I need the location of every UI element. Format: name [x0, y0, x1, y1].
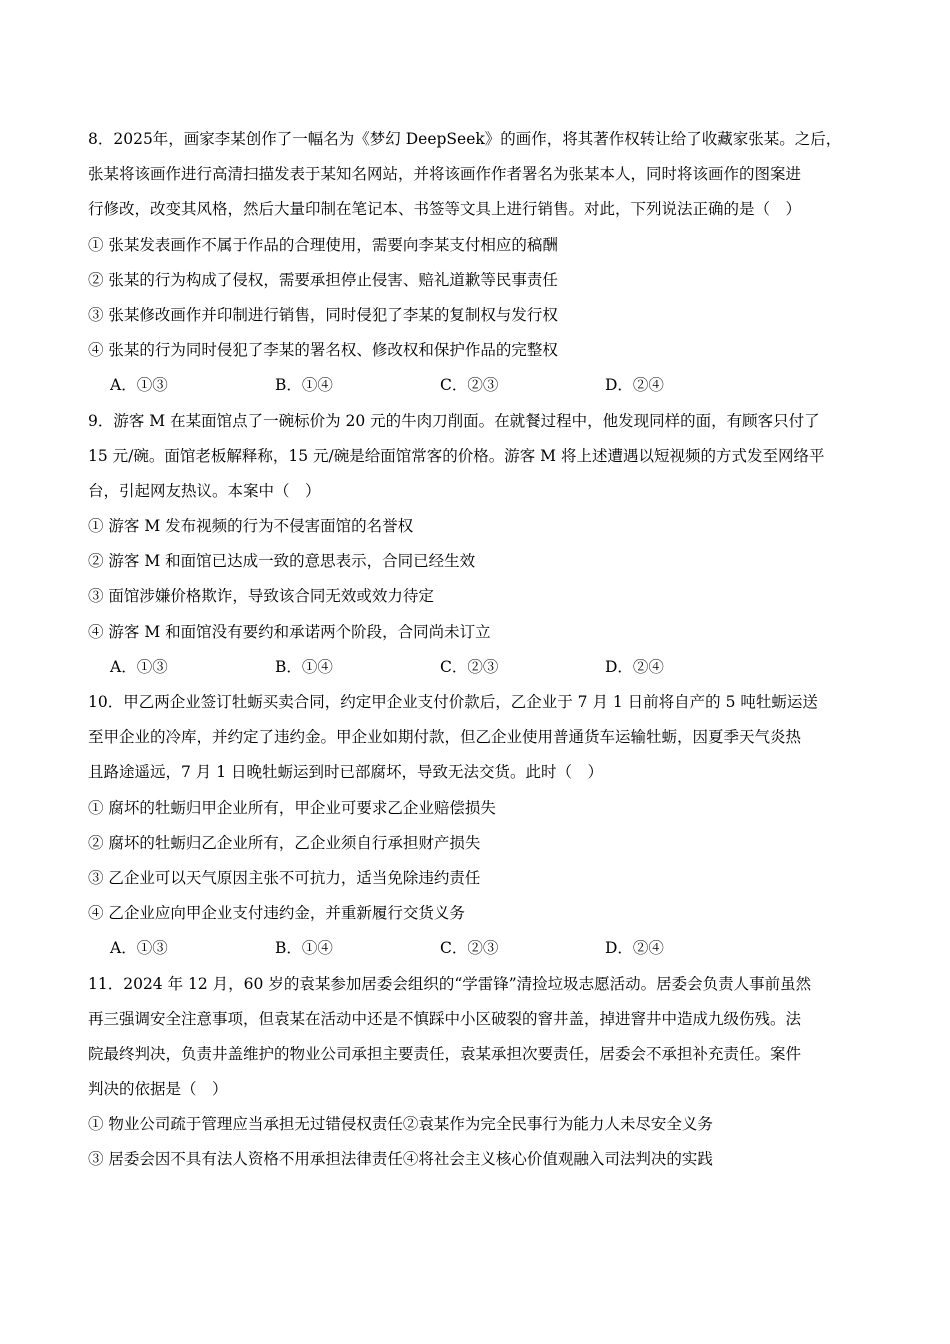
question-stem-line: 至甲企业的冷库，并约定了违约金。甲企业如期付款，但乙企业使用普通货车运输牡蛎，因夏季天气炎热: [88, 728, 802, 747]
statement: ① 腐坏的牡蛎归甲企业所有，甲企业可要求乙企业赔偿损失: [88, 798, 496, 817]
exam-page: [88, 122, 863, 1178]
question-11: [88, 967, 863, 1178]
question-9: [88, 404, 863, 686]
question-stem-line: 且路途遥远，7 月 1 日晚牡蛎运到时已部腐坏，导致无法交货。此时（ ）: [88, 763, 604, 782]
option-a: A．①③: [110, 657, 168, 676]
option-c: C．②③: [440, 657, 499, 676]
option-c: C．②③: [440, 376, 499, 395]
statement: ④ 张某的行为同时侵犯了李某的署名权、修改权和保护作品的完整权: [88, 341, 558, 360]
question-stem-line: 台，引起网友热议。本案中（ ）: [88, 481, 321, 500]
option-b: B．①④: [275, 939, 333, 958]
statement: ① 游客 M 发布视频的行为不侵害面馆的名誉权: [88, 517, 414, 536]
question-stem-line: 院最终判决，负责井盖维护的物业公司承担主要责任，袁某承担次要责任，居委会不承担补充责任。案件: [88, 1044, 802, 1063]
option-a: A．①③: [110, 376, 168, 395]
statement: ② 游客 M 和面馆已达成一致的意思表示，合同已经生效: [88, 552, 476, 571]
question-8: [88, 122, 863, 404]
statement: ② 腐坏的牡蛎归乙企业所有，乙企业须自行承担财产损失: [88, 833, 481, 852]
question-stem-line: 8．2025年，画家李某创作了一幅名为《梦幻 DeepSeek》的画作，将其著作权转让给了收藏家张某。之后，: [88, 130, 842, 148]
answer-options: [88, 650, 863, 685]
question-10: [88, 685, 863, 967]
question-stem-line: 行修改，改变其风格，然后大量印制在笔记本、书签等文具上进行销售。对此，下列说法正确的是（ ）: [88, 200, 802, 219]
question-stem-line: 10．甲乙两企业签订牡蛎买卖合同，约定甲企业支付价款后，乙企业于 7 月 1 日前将自产的 5 吨牡蛎运送: [88, 693, 818, 711]
statement: ④ 乙企业应向甲企业支付违约金，并重新履行交货义务: [88, 904, 465, 923]
option-d: D．②④: [605, 376, 664, 395]
answer-options: [88, 368, 863, 403]
answer-options: [88, 931, 863, 966]
statement: ② 张某的行为构成了侵权，需要承担停止侵害、赔礼道歉等民事责任: [88, 270, 558, 289]
question-stem-line: 张某将该画作进行高清扫描发表于某知名网站，并将该画作作者署名为张某本人，同时将该画作的图案进: [88, 165, 802, 184]
statement: ③ 居委会因不具有法人资格不用承担法律责任④将社会主义核心价值观融入司法判决的实践: [88, 1150, 713, 1169]
option-d: D．②④: [605, 657, 664, 676]
question-stem-line: 11．2024 年 12 月，60 岁的袁某参加居委会组织的“学雷锋”清捡垃圾志愿活动。居委会负责人事前虽然: [88, 974, 812, 993]
statement: ③ 张某修改画作并印制进行销售，同时侵犯了李某的复制权与发行权: [88, 305, 558, 324]
option-b: B．①④: [275, 657, 333, 676]
question-stem-line: 9．游客 M 在某面馆点了一碗标价为 20 元的牛肉刀削面。在就餐过程中，他发现同样的面，有顾客只付了: [88, 411, 820, 430]
statement: ① 张某发表画作不属于作品的合理使用，需要向李某支付相应的稿酬: [88, 235, 558, 254]
statement: ④ 游客 M 和面馆没有要约和承诺两个阶段，合同尚未订立: [88, 622, 491, 641]
question-stem-line: 判决的依据是（ ）: [88, 1080, 228, 1099]
question-stem-line: 15 元/碗。面馆老板解释称，15 元/碗是给面馆常客的价格。游客 M 将上述遭遇以短视频的方式发至网络平: [88, 446, 825, 465]
option-b: B．①④: [275, 376, 333, 395]
statement: ③ 面馆涉嫌价格欺诈，导致该合同无效或效力待定: [88, 587, 434, 606]
option-c: C．②③: [440, 939, 499, 958]
statement: ③ 乙企业可以天气原因主张不可抗力，适当免除违约责任: [88, 868, 481, 887]
statement: ① 物业公司疏于管理应当承担无过错侵权责任②袁某作为完全民事行为能力人未尽安全义务: [88, 1115, 713, 1134]
option-d: D．②④: [605, 939, 664, 958]
question-stem-line: 再三强调安全注意事项，但袁某在活动中还是不慎踩中小区破裂的窨井盖，掉进窨井中造成九级伤残。法: [88, 1009, 802, 1028]
option-a: A．①③: [110, 939, 168, 958]
